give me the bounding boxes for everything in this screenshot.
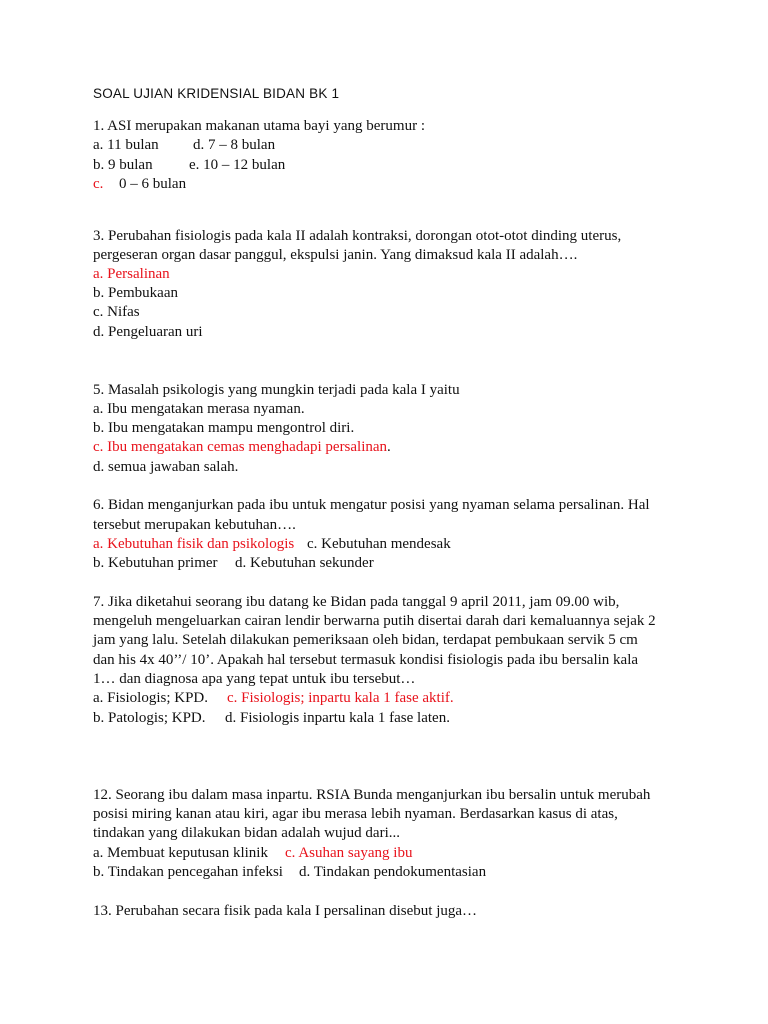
question-text: tindakan yang dilakukan bidan adalah wujud dari... (93, 825, 400, 841)
option-a: a. Fisiologis; KPD. (93, 690, 209, 706)
question-text: jam yang lalu. Setelah dilakukan pemeriksaan oleh bidan, terdapat pembukaan servik 5 cm (93, 632, 638, 648)
question-text: tersebut merupakan kebutuhan…. (93, 517, 296, 533)
question-text: 12. Seorang ibu dalam masa inpartu. RSIA Bunda menganjurkan ibu bersalin untuk merubah (93, 787, 651, 803)
option-d: d. semua jawaban salah. (93, 459, 239, 475)
question-text: 1. ASI merupakan makanan utama bayi yang berumur : (93, 118, 425, 134)
option-c-period: . (387, 439, 391, 455)
option-c-answer: c. Fisiologis; inpartu kala 1 fase aktif. (227, 690, 454, 706)
document-title: SOAL UJIAN KRIDENSIAL BIDAN BK 1 (93, 86, 340, 101)
option-row (93, 175, 186, 194)
option-row (93, 156, 285, 175)
option-d: d. Kebutuhan sekunder (235, 555, 374, 571)
option-b: b. Tindakan pencegahan infeksi (93, 864, 283, 880)
option-row (93, 689, 454, 708)
option-d: d. Pengeluaran uri (93, 324, 203, 340)
option-a-answer: a. Persalinan (93, 266, 170, 282)
question-text: 3. Perubahan fisiologis pada kala II adalah kontraksi, dorongan otot-otot dinding uterus, (93, 228, 622, 244)
option-a: a. Membuat keputusan klinik (93, 845, 268, 861)
option-c-answer: c. Ibu mengatakan cemas menghadapi persalinan (93, 439, 388, 455)
question-text: 5. Masalah psikologis yang mungkin terjadi pada kala I yaitu (93, 382, 460, 398)
option-a-answer: a. Kebutuhan fisik dan psikologis (93, 536, 295, 552)
option-b: b. Patologis; KPD. (93, 710, 206, 726)
option-d: d. 7 – 8 bulan (193, 137, 276, 153)
option-e: e. 10 – 12 bulan (189, 157, 286, 173)
option-row (93, 438, 391, 457)
option-c-letter: c. (93, 176, 104, 192)
option-d: d. Fisiologis inpartu kala 1 fase laten. (225, 710, 450, 726)
option-a: a. 11 bulan (93, 137, 159, 153)
option-a: a. Ibu mengatakan merasa nyaman. (93, 401, 305, 417)
option-c-answer: 0 – 6 bulan (119, 176, 187, 192)
question-text: 13. Perubahan secara fisik pada kala I persalinan disebut juga… (93, 903, 478, 919)
option-row (93, 554, 374, 573)
option-c: c. Nifas (93, 304, 140, 320)
option-b: b. 9 bulan (93, 157, 153, 173)
question-text: dan his 4x 40’’/ 10’. Apakah hal tersebut termasuk kondisi fisiologis pada ibu bersalin kala (93, 652, 639, 668)
option-row (93, 136, 275, 155)
option-b: b. Pembukaan (93, 285, 178, 301)
option-row (93, 709, 450, 728)
option-d: d. Tindakan pendokumentasian (299, 864, 487, 880)
option-c: c. Kebutuhan mendesak (307, 536, 451, 552)
option-row (93, 535, 451, 554)
question-text: posisi miring kanan atau kiri, agar ibu merasa lebih nyaman. Berdasarkan kasus di atas, (93, 806, 618, 822)
option-row (93, 844, 412, 863)
question-text: 6. Bidan menganjurkan pada ibu untuk mengatur posisi yang nyaman selama persalinan. Hal (93, 497, 650, 513)
option-row (93, 863, 486, 882)
question-text: mengeluh mengeluarkan cairan lendir berwarna putih disertai darah dari kemaluannya sejak 2 (93, 613, 656, 629)
question-text: 7. Jika diketahui seorang ibu datang ke Bidan pada tanggal 9 april 2011, jam 09.00 wib, (93, 594, 620, 610)
option-b: b. Ibu mengatakan mampu mengontrol diri. (93, 420, 355, 436)
option-b: b. Kebutuhan primer (93, 555, 218, 571)
question-text: 1… dan diagnosa apa yang tepat untuk ibu tersebut… (93, 671, 416, 687)
option-c-answer: c. Asuhan sayang ibu (285, 845, 413, 861)
question-text: pergeseran organ dasar panggul, ekspulsi janin. Yang dimaksud kala II adalah…. (93, 247, 578, 263)
